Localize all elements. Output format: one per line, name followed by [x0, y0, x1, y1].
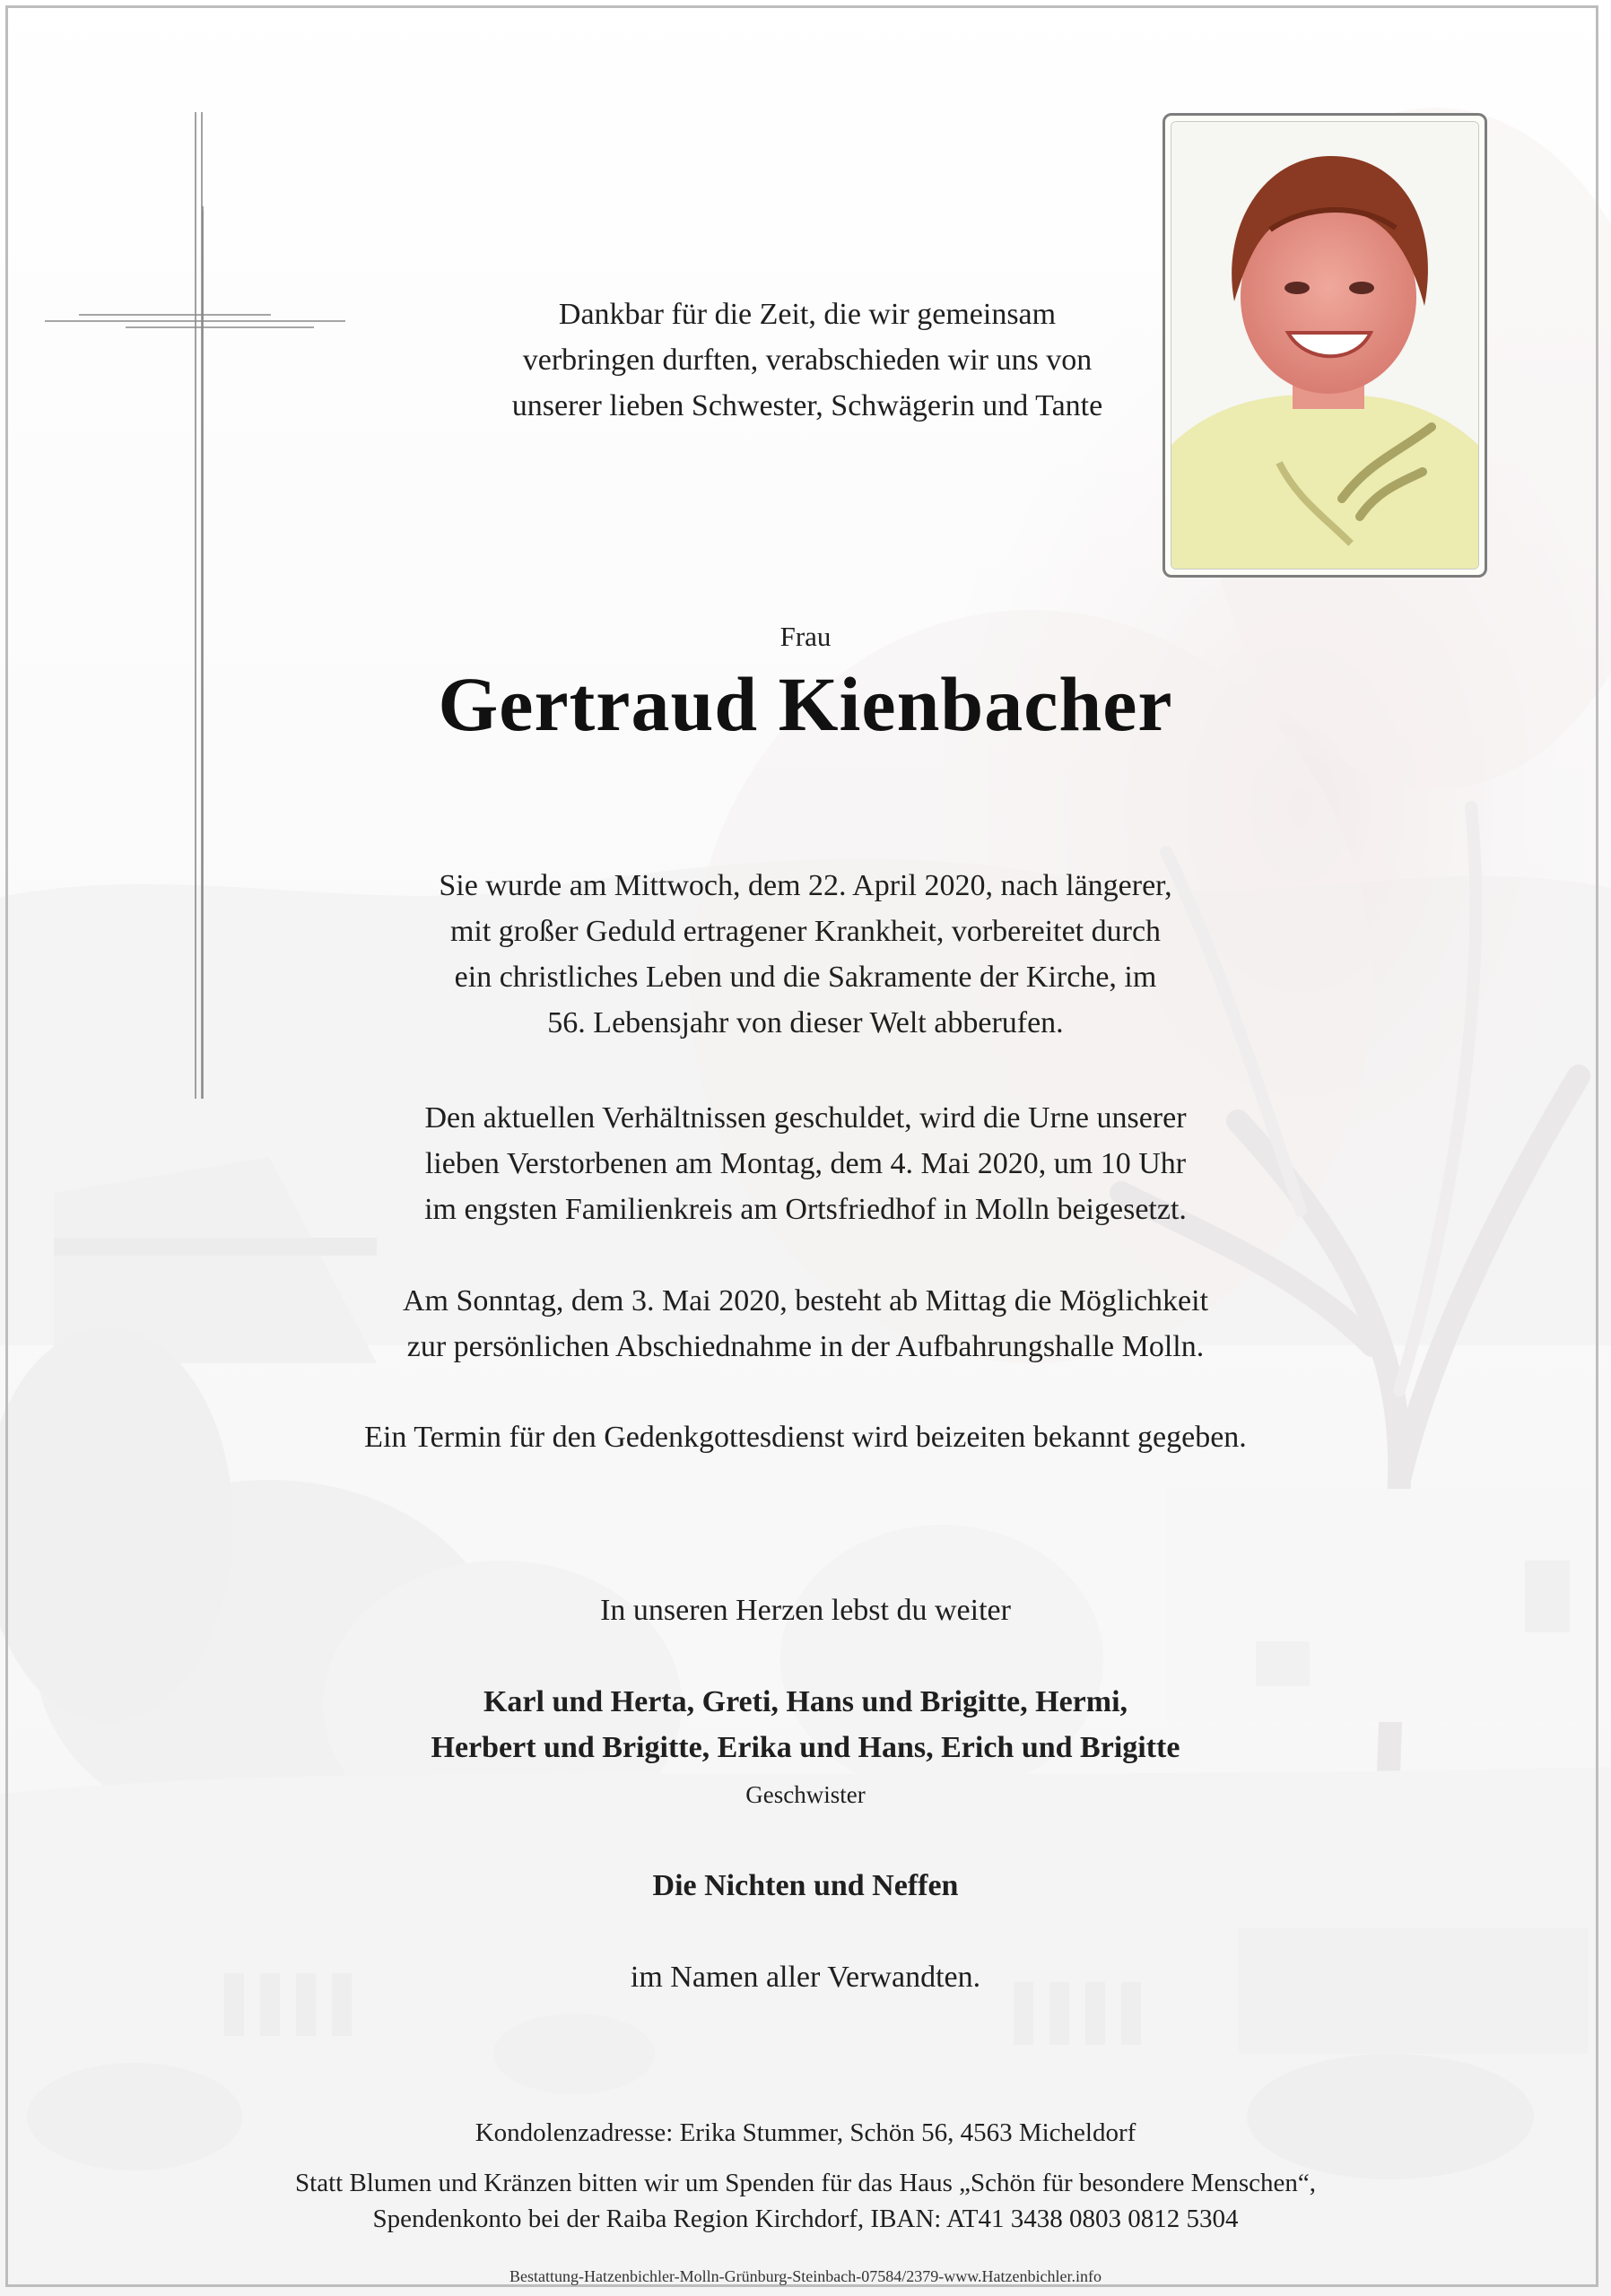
siblings-role: Geschwister — [745, 1781, 866, 1808]
intro-line: verbringen durften, verabschieden wir uns von — [522, 344, 1093, 377]
burial-paragraph — [0, 1095, 1611, 1232]
paragraph-line: Sie wurde am Mittwoch, dem 22. April 2020, nach längerer, — [439, 869, 1172, 902]
closing-line: im Namen aller Verwandten. — [630, 1961, 981, 1994]
motto: In unseren Herzen lebst du weiter — [600, 1594, 1011, 1627]
paragraph-line: zur persönlichen Abschiednahme in der Aufbahrungshalle Molln. — [406, 1330, 1205, 1363]
salutation: Frau — [779, 621, 832, 652]
paragraph-line: Den aktuellen Verhältnissen geschuldet, wird die Urne unserer — [424, 1101, 1187, 1135]
intro-line: Dankbar für die Zeit, die wir gemeinsam — [558, 298, 1057, 331]
donation-note — [0, 2165, 1611, 2237]
condolence-address: Kondolenzadresse: Erika Stummer, Schön 56, 4563 Micheldorf — [475, 2118, 1136, 2147]
imprint: Bestattung-Hatzenbichler-Molln-Grünburg-Steinbach-07584/2379-www.Hatzenbichler.info — [509, 2267, 1102, 2285]
deceased-name: Gertraud Kienbacher — [438, 661, 1173, 747]
siblings-line: Herbert und Brigitte, Erika und Hans, Erich und Brigitte — [431, 1731, 1180, 1764]
memorial-notice: Ein Termin für den Gedenkgottesdienst wird beizeiten bekannt gegeben. — [364, 1421, 1247, 1454]
siblings-list — [0, 1679, 1611, 1770]
paragraph-line: 56. Lebensjahr von dieser Welt abberufen. — [547, 1006, 1064, 1039]
paragraph-line: im engsten Familienkreis am Ortsfriedhof in Molln beigesetzt. — [424, 1193, 1187, 1226]
donation-line: Statt Blumen und Kränzen bitten wir um Spenden für das Haus „Schön für besondere Menschen“, — [295, 2169, 1316, 2197]
farewell-paragraph — [0, 1278, 1611, 1370]
paragraph-line: mit großer Geduld ertragener Krankheit, vorbereitet durch — [449, 915, 1162, 948]
death-paragraph — [0, 863, 1611, 1046]
paragraph-line: Am Sonntag, dem 3. Mai 2020, besteht ab Mittag die Möglichkeit — [402, 1284, 1209, 1318]
donation-line: Spendenkonto bei der Raiba Region Kirchdorf, IBAN: AT41 3438 0803 0812 5304 — [372, 2205, 1239, 2233]
nieces-nephews: Die Nichten und Neffen — [652, 1869, 959, 1902]
siblings-line: Karl und Herta, Greti, Hans und Brigitte, Hermi, — [483, 1685, 1128, 1718]
paragraph-line: ein christliches Leben und die Sakramente der Kirche, im — [454, 961, 1157, 994]
intro-line: unserer lieben Schwester, Schwägerin und Tante — [511, 389, 1103, 422]
intro-text — [269, 291, 1345, 429]
paragraph-line: lieben Verstorbenen am Montag, dem 4. Mai 2020, um 10 Uhr — [424, 1147, 1187, 1180]
